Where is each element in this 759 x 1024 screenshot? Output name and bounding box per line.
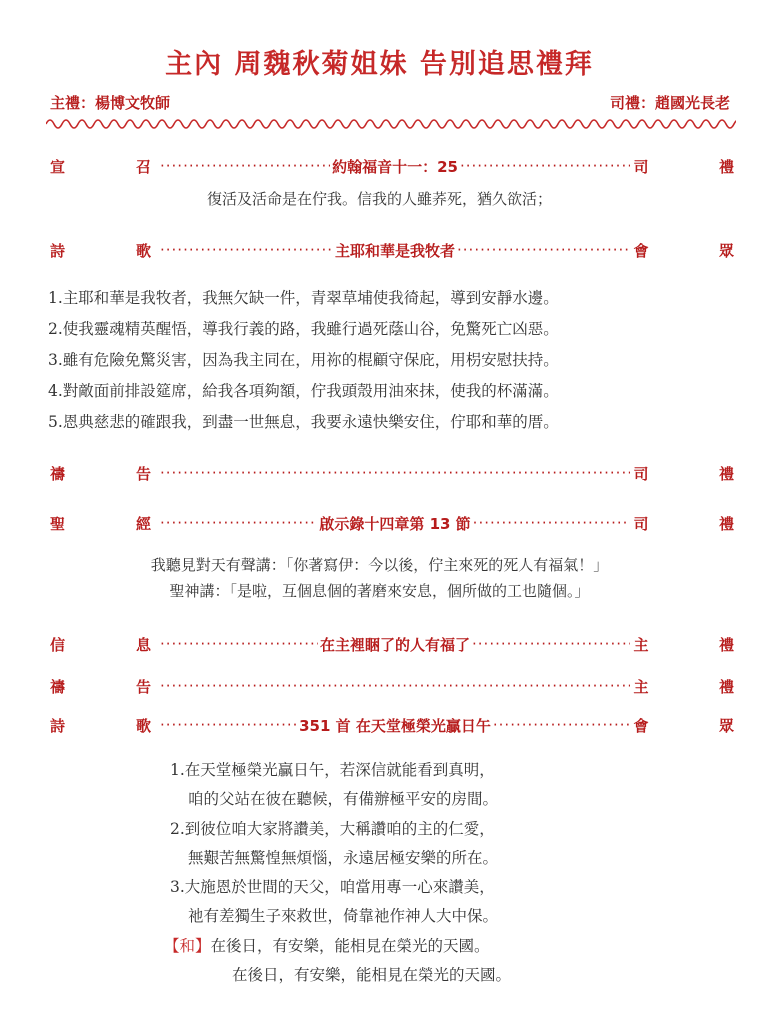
ornamental-divider [46,116,736,132]
order-label-2: 召 [136,157,152,176]
order-label-2: 歌 [136,716,152,735]
presider-label: 主禮：楊博文牧師 [50,94,171,112]
scripture-line: 我聽見對天有聲講：「你著寫伊：今以後，佇主來死的死人有福氣！」 [150,556,609,574]
order-label-1: 詩 [50,241,66,260]
order-leader-1: 主 [633,677,649,696]
order-row-prayer [50,461,734,485]
order-leader-1: 司 [633,464,649,483]
order-leader-1: 會 [633,716,649,735]
order-label-1: 信 [50,635,66,654]
order-row-scripture [50,511,734,535]
hymn-line: 1.在天堂極榮光贏日午，若深信就能看到真明， [170,761,495,779]
order-row-prayer-2 [50,674,734,698]
order-label-2: 告 [136,464,152,483]
order-label-1: 禱 [50,464,66,483]
order-leader-2: 禮 [718,157,734,176]
order-item-title: 啟示錄十四章第 13 節 [319,514,471,533]
psalm-lyrics [48,283,738,438]
order-label-1: 禱 [50,677,66,696]
hymn-line: 2.到彼位咱大家將讚美，大稱讚咱的主的仁愛， [170,819,495,838]
order-row-hymn-2 [50,713,734,737]
order-row-sermon [50,632,734,656]
order-label-2: 經 [136,514,152,533]
order-leader-2: 眾 [718,716,734,735]
hymn-line: 祂有差獨生子來救世，倚靠祂作神人大中保。 [188,907,499,926]
chorus-line [164,932,640,961]
chorus-line: 在後日，有安樂，能相見在榮光的天國。 [232,966,512,985]
order-leader-1: 會 [633,241,649,260]
officiants [50,92,730,113]
psalm-line: 5.恩典慈悲的確跟我，到盡一世無息，我要永遠快樂安住，佇耶和華的厝。 [48,413,559,431]
order-row-hymn [50,238,734,262]
order-leader-2: 禮 [718,635,734,654]
order-label-1: 詩 [50,716,66,735]
order-leader-2: 禮 [718,677,734,696]
order-label-2: 息 [136,635,152,654]
order-label-2: 歌 [136,241,152,260]
order-leader-1: 司 [633,514,649,533]
order-label-2: 告 [136,677,152,696]
order-item-title: 主耶和華是我牧者 [335,241,456,260]
psalm-line: 2.使我靈魂精英醒悟，導我行義的路，我雖行過死蔭山谷，免驚死亡凶惡。 [48,320,559,338]
order-leader-2: 禮 [718,514,734,533]
order-leader-1: 主 [633,635,649,654]
page-title: 主內 周魏秋菊姐妹 告別追思禮拜 [165,49,594,80]
order-leader-2: 眾 [718,241,734,260]
hymn-line: 3.大施恩於世間的天父，咱當用專一心來讚美， [170,878,495,897]
psalm-line: 3.雖有危險免驚災害，因為我主同在，用祢的棍顧守保庇，用枴安慰扶持。 [48,351,559,369]
chorus-text: 在後日，有安樂，能相見在榮光的天國。 [210,936,490,955]
psalm-line: 4.對敵面前排設筵席，給我各項夠額，佇我頭殼用油來抹，使我的杯滿滿。 [48,382,559,400]
chorus-tag: 【和】 [164,936,211,955]
order-leader-2: 禮 [718,464,734,483]
order-row-call [50,154,734,178]
hymn-line: 無艱苦無驚惶無煩惱，永遠居極安樂的所在。 [188,848,499,867]
scripture-text [0,552,759,604]
psalm-line: 1.主耶和華是我牧者，我無欠缺一件，青翠草埔使我徛起，導到安靜水邊。 [48,289,559,307]
liturgist-label: 司禮：趙國光長老 [609,94,730,112]
hymn-lyrics [164,756,640,990]
order-leader-1: 司 [633,157,649,176]
order-label-1: 宣 [50,157,66,176]
hymn-line: 咱的父站在彼在聽候，有備辦極平安的房間。 [188,790,499,809]
call-verse: 復活及活命是在佇我。信我的人雖荞死，猶久欲活； [206,190,552,208]
scripture-line: 聖神講：「是啦，互個息個的著磨來安息，個所做的工也隨個。」 [169,582,590,600]
order-item-title: 約翰福音十一：25 [332,157,458,176]
order-item-title: 在主裡睏了的人有福了 [320,635,471,654]
order-label-1: 聖 [50,514,66,533]
order-item-title: 351 首 在天堂極榮光贏日午 [299,716,491,735]
